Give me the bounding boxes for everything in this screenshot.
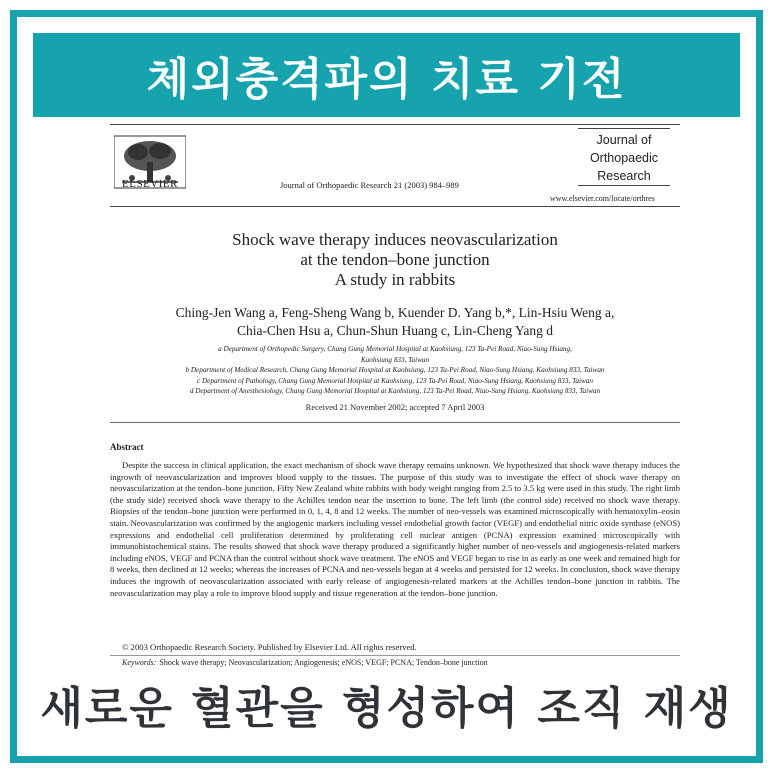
keywords-label: Keywords: xyxy=(122,658,157,667)
author-list xyxy=(110,304,680,340)
abstract-text: Despite the success in clinical application, the exact mechanism of shock wave therapy remains unknown. We hypothesized that shock wave therapy induces the ingrowth of neovascularization and improves blood supply to the tissues. The purpose of this study was to investigate the effect of shock wave therapy on neovascularization at the tendon–bone junction. Fifty New Zealand white rabbits with body weight ranging from 2.5 to 3.5 kg were used in this study. The right limb (the study side) received shock wave therapy to the Achilles tendon near the insertion to bone. The left limb (the control side) received no shock wave therapy. Biopsies of the tendon–bone junction were performed in 0, 1, 4, 8 and 12 weeks. The number of neo-vessels was examined microscopically with hematoxylin–eosin stain. Neovascularization was confirmed by the angiogenic markers including vessel endothelial growth factor (VEGF) and endothelial nitric oxide synthase (eNOS) expressions and endothelial cell proliferation determined by proliferating cell nuclear antigen (PCNA) expression examined microscopically with immunohistochemical stains. The results showed that shock wave therapy produced a significantly higher number of neo-vessels and angiogenesis-related markers including eNOS, VEGF and PCNA than the control without shock wave treatment. The eNOS and VEGF began to rise in as early as one week and remained high for 8 weeks, then declined at 12 weeks; whereas the increases of PCNA and neo-vessels began at 4 weeks and persisted for 12 weeks. In conclusion, shock wave therapy induces the ingrowth of neovascularization associated with early release of angiogenesis-related markers at the Achilles tendon–bone junction in rabbits. The neovascularization may play a role to improve blood supply and tissue regeneration at the tendon–bone junction. xyxy=(110,460,680,598)
affiliation-line: b Department of Medical Research, Chang Gung Memorial Hospital at Kaohsiung, 123 Ta-Pei Road, Niao-Sung Hsiang, Kaohsiung 833, Taiwan xyxy=(185,366,605,374)
keywords-text: Shock wave therapy; Neovascularization; Angiogenesis; eNOS; VEGF; PCNA; Tendon–bone junction xyxy=(159,658,488,667)
journal-name-line: Journal of xyxy=(596,133,652,147)
keywords-rule xyxy=(110,655,680,656)
abstract-rule xyxy=(110,422,680,423)
title-line: Shock wave therapy induces neovascularization xyxy=(232,230,558,249)
author-line: Chia-Chen Hsu a, Chun-Shun Huang c, Lin-Cheng Yang d xyxy=(236,323,554,338)
journal-name-line: Research xyxy=(597,169,651,183)
publisher-name: ELSEVIER xyxy=(122,178,178,190)
header-rule xyxy=(110,124,680,125)
title-line: A study in rabbits xyxy=(334,270,456,289)
affiliation-line: d Department of Anesthesiology, Chang Gung Memorial Hospital at Kaohsiung, 123 Ta-Pei Road, Niao-Sung Hsiang, Kaohsiung 833, Taiwan xyxy=(189,387,601,395)
copyright-line: © 2003 Orthopaedic Research Society. Published by Elsevier Ltd. All rights reserved. xyxy=(122,642,417,652)
received-date: Received 21 November 2002; accepted 7 April 2003 xyxy=(305,402,485,412)
affiliation-line: Kaohsiung 833, Taiwan xyxy=(360,355,430,364)
affiliation-line: c Department of Pathology, Chang Gung Memorial Hospital at Kaohsiung, 123 Ta-Pei Road, Niao-Sung Hsiang, Kaohsiung 833, Taiwan xyxy=(197,376,593,385)
journal-url: www.elsevier.com/locate/orthres xyxy=(550,194,655,203)
author-line: Ching-Jen Wang a, Feng-Sheng Wang b, Kuender D. Yang b,*, Lin-Hsiu Weng a, xyxy=(175,305,615,320)
banner-title: 체외충격파의 치료 기전 xyxy=(146,54,627,105)
abstract-heading: Abstract xyxy=(110,442,144,452)
affiliations xyxy=(110,344,680,397)
journal-citation: Journal of Orthopaedic Research 21 (2003) 984–989 xyxy=(280,180,459,190)
header-rule-bottom xyxy=(110,206,680,207)
keywords-line xyxy=(122,658,488,667)
paper-page xyxy=(110,122,680,670)
affiliation-line: a Department of Orthopedic Surgery, Chang Gung Memorial Hospital at Kaohsiung, 123 Ta-Pei Road, Niao-Sung Hsiang, xyxy=(218,345,572,353)
bottom-caption: 새로운 혈관을 형성하여 조직 재생 xyxy=(40,683,733,734)
journal-name-box xyxy=(578,128,670,186)
title-line: at the tendon–bone junction xyxy=(300,250,490,269)
journal-name-line: Orthopaedic xyxy=(589,151,659,165)
top-banner xyxy=(33,33,740,117)
paper-title xyxy=(110,230,680,290)
